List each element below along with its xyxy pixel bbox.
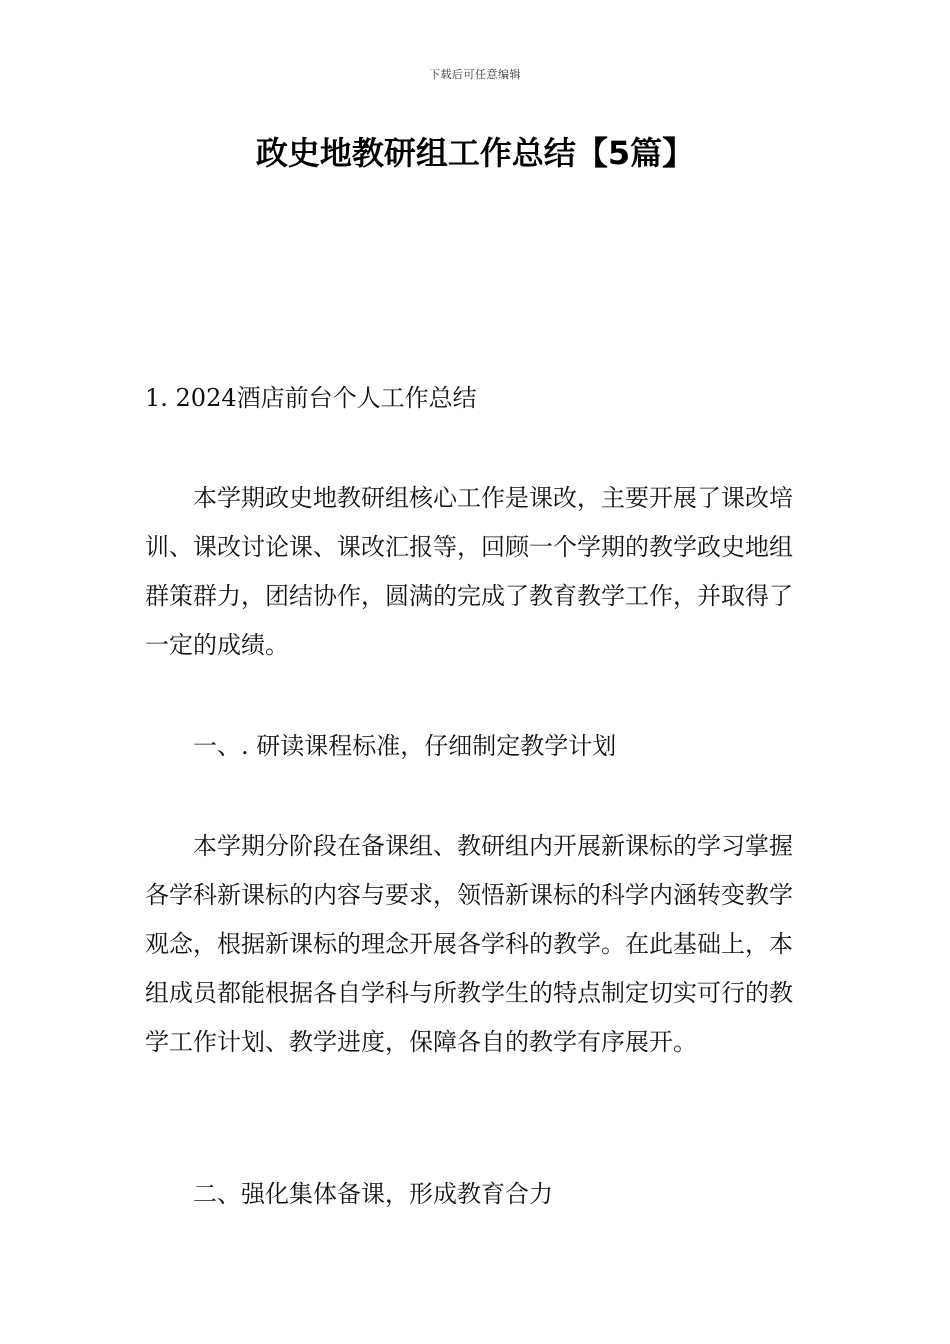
section-1-heading: 一、. 研读课程标准，仔细制定教学计划	[193, 732, 617, 760]
section-2-heading: 二、强化集体备课，形成教育合力	[193, 1180, 553, 1208]
article-subtitle: 1. 2024酒店前台个人工作总结	[145, 384, 477, 412]
intro-paragraph: 本学期政史地教研组核心工作是课改，主要开展了课改培训、课改讨论课、课改汇报等，回顾一个学期的教学政史地组群策群力，团结协作，圆满的完成了教育教学工作，并取得了一定的成绩。	[145, 484, 793, 659]
header-note: 下载后可任意编辑	[429, 68, 521, 81]
section-1-paragraph: 本学期分阶段在备课组、教研组内开展新课标的学习掌握各学科新课标的内容与要求，领悟新课标的科学内涵转变教学观念，根据新课标的理念开展各学科的教学。在此基础上，本组成员都能根据各自学科与所教学生的特点制定切实可行的教学工作计划、教学进度，保障各自的教学有序展开。	[145, 832, 793, 1056]
document-title: 政史地教研组工作总结【5篇】	[255, 134, 695, 172]
